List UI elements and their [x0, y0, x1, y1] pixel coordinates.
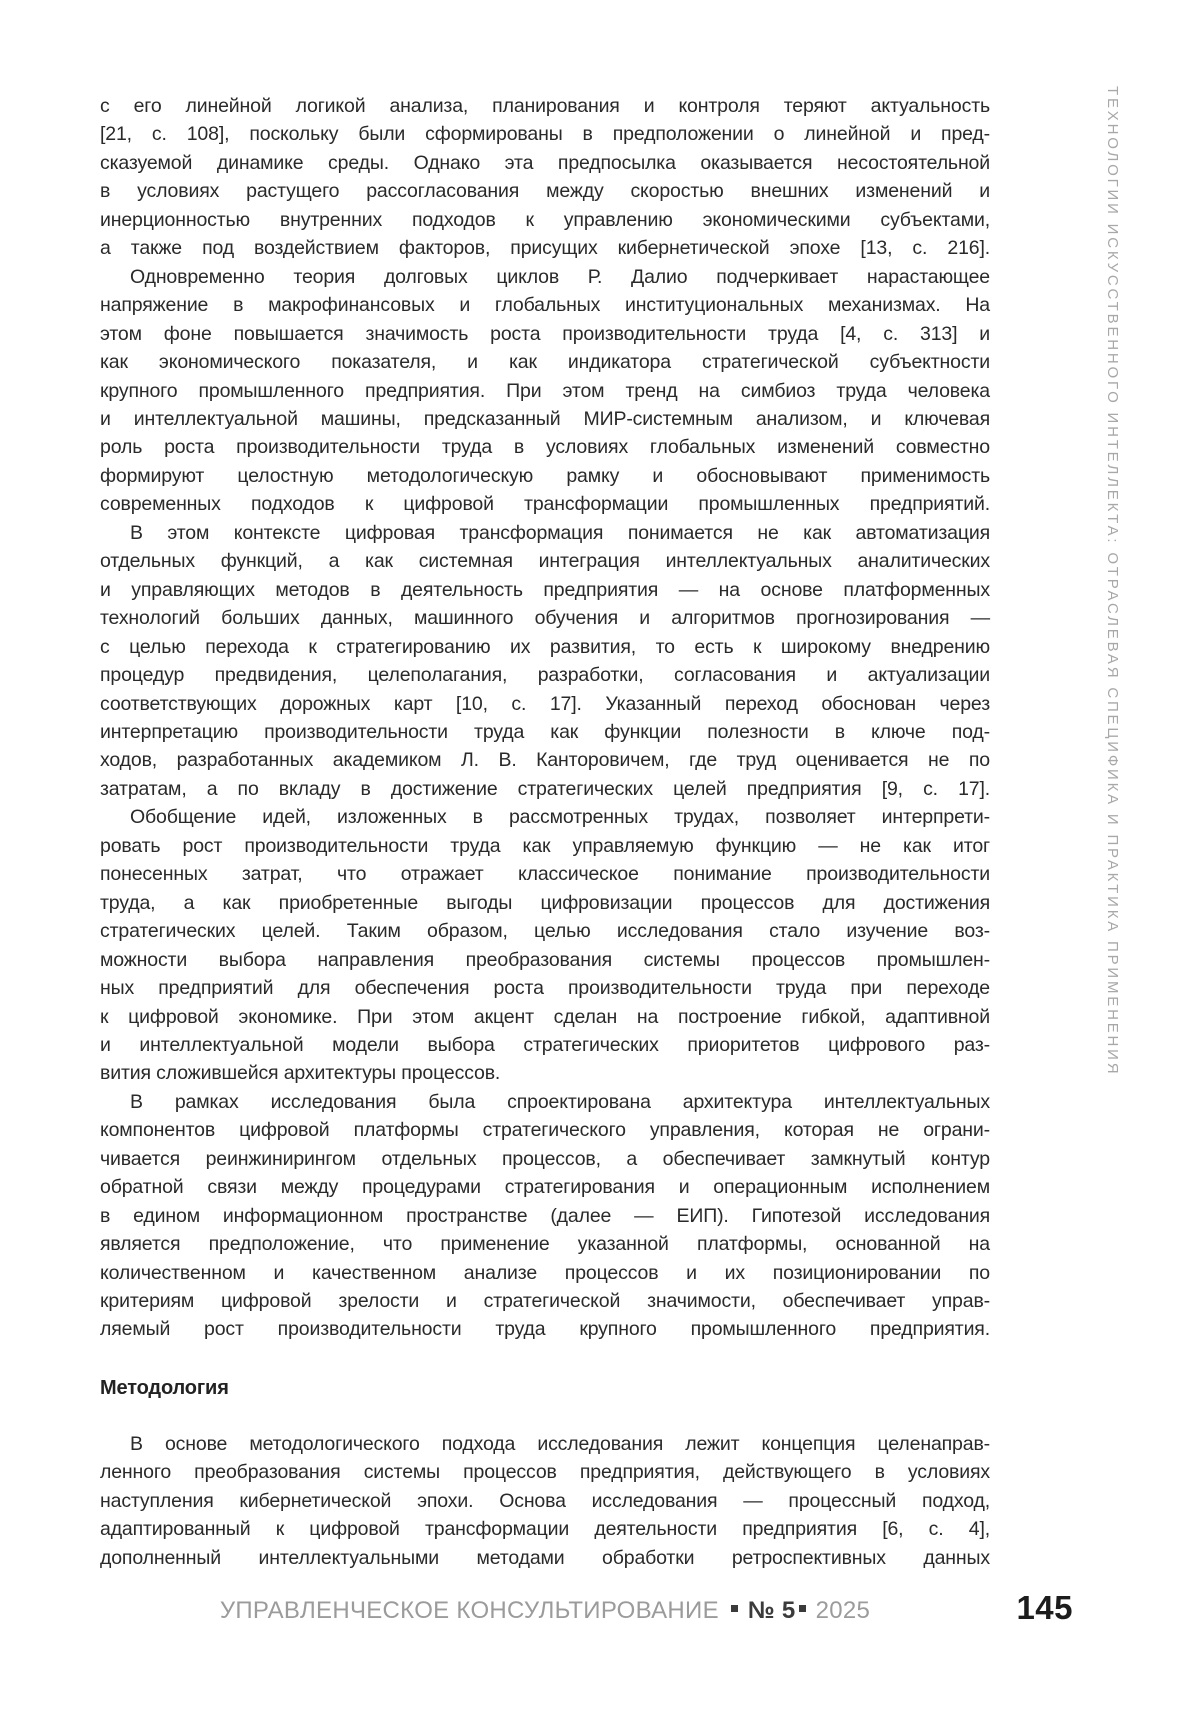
text-line: [21, с. 108], поскольку были сформированы в предположении о линейной и пред- [100, 123, 990, 146]
text-line: труда, а как приобретенные выгоды цифровизации процессов для достижения [100, 891, 990, 914]
text-line: чивается реинжинирингом отдельных процессов, а обеспечивает замкнутый контур [100, 1147, 990, 1170]
text-line: процедур предвидения, целеполагания, разработки, согласования и актуализации [100, 664, 990, 687]
text-line: критериям цифровой зрелости и стратегической значимости, обеспечивает управ- [100, 1290, 990, 1313]
footer-year: 2025 [815, 1597, 871, 1624]
text-line: ходов, разработанных академиком Л. В. Канторовичем, где труд оценивается не по [100, 749, 990, 772]
footer-separator-dot [731, 1605, 738, 1612]
text-line: отдельных функций, а как системная интеграция интеллектуальных аналитических [100, 550, 990, 573]
text-line: дополненный интеллектуальными методами обработки ретроспективных данных [100, 1546, 990, 1569]
text-line: современных подходов к цифровой трансформации промышленных предприятий. [100, 493, 990, 516]
text-line: ных предприятий для обеспечения роста производительности труда при переходе [100, 977, 990, 1000]
text-line: Одновременно теория долговых циклов Р. Далио подчеркивает нарастающее [130, 265, 990, 288]
article-body [100, 92, 990, 1344]
section-heading: Методология [100, 1376, 229, 1399]
footer-separator-dot [799, 1605, 806, 1612]
text-line: ленного преобразования системы процессов предприятия, действующего в условиях [100, 1461, 990, 1484]
text-line: ровать рост производительности труда как управляемую функцию — не как итог [100, 834, 990, 857]
text-line: обратной связи между процедурами стратегирования и операционным исполнением [100, 1176, 990, 1199]
text-line: сказуемой динамике среды. Однако эта предпосылка оказывается несостоятельной [100, 151, 990, 174]
footer [100, 1596, 990, 1626]
text-line: в едином информационном пространстве (далее — ЕИП). Гипотезой исследования [100, 1204, 990, 1227]
text-line: В этом контексте цифровая трансформация понимается не как автоматизация [130, 521, 990, 544]
page-number: 145 [1016, 1589, 1073, 1626]
footer-issue: № 5 [747, 1597, 796, 1624]
text-line: технологий больших данных, машинного обучения и алгоритмов прогнозирования — [100, 607, 990, 630]
text-line: с целью перехода к стратегированию их развития, то есть к широкому внедрению [100, 635, 990, 658]
text-line: интерпретацию производительности труда как функции полезности в ключе под- [100, 720, 990, 743]
text-line: количественном и качественном анализе процессов и их позиционировании по [100, 1261, 990, 1284]
text-line: понесенных затрат, что отражает классическое понимание производительности [100, 863, 990, 886]
text-line: и интеллектуальной машины, предсказанный МИР-системным анализом, и ключевая [100, 407, 990, 430]
text-line: в условиях растущего рассогласования между скоростью внешних изменений и [100, 180, 990, 203]
running-side-header: ТЕХНОЛОГИИ ИСКУССТВЕННОГО ИНТЕЛЛЕКТА: ОТРАСЛЕВАЯ СПЕЦИФИКА И ПРАКТИКА ПРИМЕНЕНИЯ [1104, 86, 1121, 1077]
text-line: напряжение в макрофинансовых и глобальных институциональных механизмах. На [100, 294, 990, 317]
text-line: Обобщение идей, изложенных в рассмотренных трудах, позволяет интерпрети- [130, 806, 990, 829]
text-line: компонентов цифровой платформы стратегического управления, которая не ограни- [100, 1119, 990, 1142]
text-line: вития сложившейся архитектуры процессов. [100, 1062, 501, 1085]
article-column [100, 92, 990, 1572]
text-line: В рамках исследования была спроектирована архитектура интеллектуальных [130, 1090, 990, 1113]
text-line: а также под воздействием факторов, присущих кибернетической эпохе [13, с. 216]. [100, 237, 990, 260]
text-line: роль роста производительности труда в условиях глобальных изменений совместно [100, 436, 990, 459]
text-line: ляемый рост производительности труда крупного промышленного предприятия. [100, 1318, 990, 1341]
text-line: как экономического показателя, и как индикатора стратегической субъектности [100, 351, 990, 374]
article-body-methodology [100, 1430, 990, 1572]
text-line: наступления кибернетической эпохи. Основа исследования — процессный подход, [100, 1489, 990, 1512]
footer-journal-title: УПРАВЛЕНЧЕСКОЕ КОНСУЛЬТИРОВАНИЕ [219, 1597, 719, 1624]
text-line: стратегических целей. Таким образом, целью исследования стало изучение воз- [100, 920, 990, 943]
text-line: и интеллектуальной модели выбора стратегических приоритетов цифрового раз- [100, 1033, 990, 1056]
text-line: с его линейной логикой анализа, планирования и контроля теряют актуальность [100, 95, 990, 117]
text-line: можности выбора направления преобразования системы процессов промышлен- [100, 948, 990, 971]
text-line: адаптированный к цифровой трансформации деятельности предприятия [6, с. 4], [100, 1518, 990, 1541]
text-line: формируют целостную методологическую рамку и обосновывают применимость [100, 464, 990, 487]
text-line: этом фоне повышается значимость роста производительности труда [4, с. 313] и [100, 322, 990, 345]
text-line: крупного промышленного предприятия. При этом тренд на симбиоз труда человека [100, 379, 990, 402]
text-line: является предположение, что применение указанной платформы, основанной на [100, 1233, 990, 1256]
text-line: и управляющих методов в деятельность предприятия — на основе платформенных [100, 578, 990, 601]
text-line: инерционностью внутренних подходов к управлению экономическими субъектами, [100, 208, 990, 231]
text-line: соответствующих дорожных карт [10, с. 17]. Указанный переход обоснован через [100, 692, 990, 715]
text-line: В основе методологического подхода исследования лежит концепция целенаправ- [130, 1432, 990, 1455]
text-line: к цифровой экономике. При этом акцент сделан на построение гибкой, адаптивной [100, 1005, 990, 1028]
text-line: затратам, а по вкладу в достижение стратегических целей предприятия [9, с. 17]. [100, 777, 990, 800]
